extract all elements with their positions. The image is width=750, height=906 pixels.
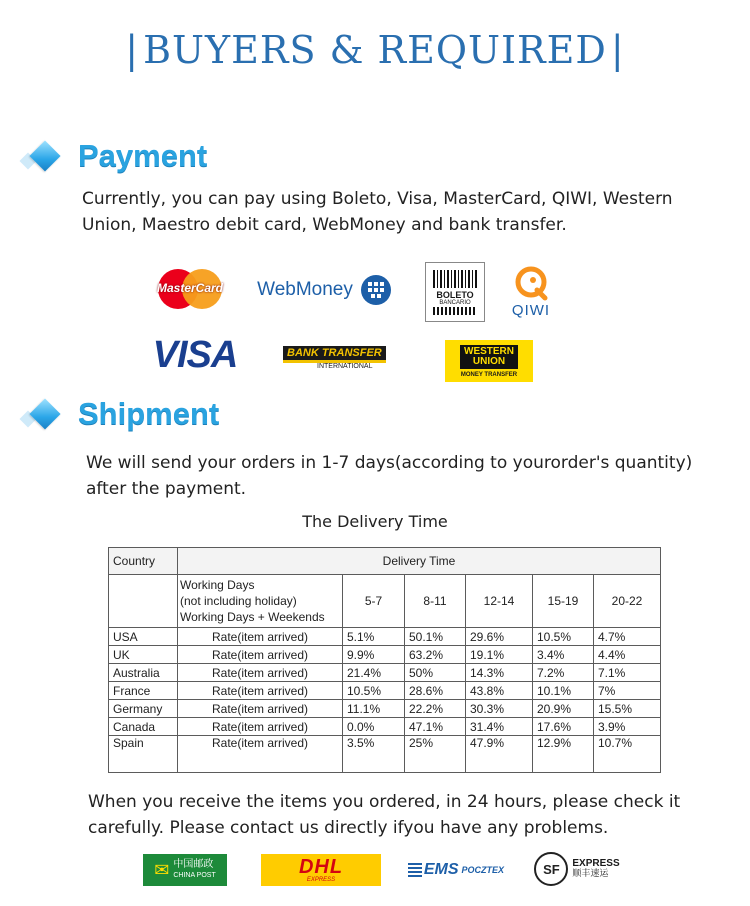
- webmoney-globe-icon: [359, 273, 393, 307]
- range-cell: 15-19: [533, 575, 594, 628]
- dhl-sublabel: EXPRESS: [306, 877, 336, 883]
- sf-circle-label: SF: [534, 852, 568, 886]
- qiwi-logo: [507, 260, 555, 322]
- country-cell: Australia: [109, 664, 178, 682]
- value-cell: 22.2%: [405, 700, 466, 718]
- value-cell: 14.3%: [466, 664, 533, 682]
- shipment-title: Shipment: [78, 396, 220, 431]
- china-post-label-en: CHINA POST: [173, 872, 216, 879]
- value-cell: 15.5%: [594, 700, 661, 718]
- barcode-icon: [433, 270, 477, 288]
- value-cell: 4.7%: [594, 628, 661, 646]
- header-delivery-time: Delivery Time: [178, 548, 661, 575]
- boleto-logo: [425, 262, 485, 322]
- china-post-label-cn: 中国邮政: [173, 859, 214, 870]
- value-cell: 3.9%: [594, 718, 661, 736]
- country-cell: Germany: [109, 700, 178, 718]
- mastercard-label: MasterCard: [156, 281, 224, 295]
- banner-text: BUYERS & REQUIRED: [143, 28, 607, 72]
- value-cell: 7.1%: [594, 664, 661, 682]
- value-cell: 50%: [405, 664, 466, 682]
- bank-transfer-logo: [283, 344, 389, 372]
- rate-label-cell: Rate(item arrived): [178, 664, 343, 682]
- qiwi-circle-icon: [511, 264, 551, 302]
- range-cell: 8-11: [405, 575, 466, 628]
- value-cell: 19.1%: [466, 646, 533, 664]
- boleto-label: BOLETO: [436, 289, 474, 300]
- western-union-label-top: WESTERN: [464, 345, 514, 357]
- rate-label-cell: Rate(item arrived): [178, 718, 343, 736]
- dhl-label: DHL: [298, 856, 344, 878]
- value-cell: 7%: [594, 682, 661, 700]
- webmoney-label: WebMoney: [257, 279, 353, 300]
- table-row: [109, 700, 661, 718]
- value-cell: 3.5%: [343, 736, 405, 773]
- value-cell: 10.7%: [594, 736, 661, 773]
- value-cell: 43.8%: [466, 682, 533, 700]
- value-cell: 30.3%: [466, 700, 533, 718]
- western-union-logo: [445, 340, 533, 382]
- value-cell: 21.4%: [343, 664, 405, 682]
- rate-label-cell: Rate(item arrived): [178, 646, 343, 664]
- bank-transfer-label: BANK TRANSFER: [283, 346, 386, 363]
- visa-logo: [143, 334, 247, 376]
- table-row: [109, 664, 661, 682]
- rate-label-cell: Rate(item arrived): [178, 736, 343, 773]
- country-cell: France: [109, 682, 178, 700]
- shipment-text-line2: after the payment.: [86, 479, 247, 499]
- value-cell: 9.9%: [343, 646, 405, 664]
- table-row: [109, 628, 661, 646]
- visa-label: VISA: [152, 333, 238, 376]
- ems-logo: [408, 856, 504, 884]
- dhl-logo: [261, 854, 381, 886]
- table-row: [109, 646, 661, 664]
- working-days-line3: Working Days + Weekends: [180, 610, 325, 624]
- delivery-table: [108, 547, 661, 773]
- value-cell: 10.5%: [533, 628, 594, 646]
- table-header-row: [109, 548, 661, 575]
- range-cell: 12-14: [466, 575, 533, 628]
- footer-text-line2: carefully. Please contact us directly ifyou have any problems.: [88, 818, 609, 838]
- boleto-sublabel: BANCARIO: [439, 299, 471, 306]
- value-cell: 3.4%: [533, 646, 594, 664]
- western-union-label-mid: UNION: [472, 355, 506, 367]
- qiwi-label: QIWI: [511, 301, 551, 319]
- banner-bar-left: |: [125, 28, 140, 72]
- working-days-line1: Working Days: [180, 578, 255, 592]
- value-cell: 17.6%: [533, 718, 594, 736]
- payment-text-line1: Currently, you can pay using Boleto, Visa, MasterCard, QIWI, Western: [82, 189, 673, 209]
- value-cell: 29.6%: [466, 628, 533, 646]
- footer-text: [88, 789, 680, 841]
- value-cell: 31.4%: [466, 718, 533, 736]
- payment-text-line2: Union, Maestro debit card, WebMoney and bank transfer.: [82, 215, 567, 235]
- shipment-heading: [30, 396, 219, 432]
- barcode-bottom-icon: [433, 307, 477, 315]
- value-cell: 0.0%: [343, 718, 405, 736]
- value-cell: 4.4%: [594, 646, 661, 664]
- table-row: [109, 736, 661, 773]
- webmoney-logo: [254, 272, 396, 308]
- table-row: [109, 682, 661, 700]
- value-cell: 7.2%: [533, 664, 594, 682]
- china-post-icon: ✉: [154, 859, 170, 881]
- country-cell: USA: [109, 628, 178, 646]
- value-cell: 47.1%: [405, 718, 466, 736]
- rate-label-cell: Rate(item arrived): [178, 700, 343, 718]
- value-cell: 25%: [405, 736, 466, 773]
- range-cell: 5-7: [343, 575, 405, 628]
- value-cell: 10.1%: [533, 682, 594, 700]
- rate-label-cell: Rate(item arrived): [178, 628, 343, 646]
- country-cell: Spain: [109, 736, 178, 773]
- ems-speed-icon: [408, 863, 422, 877]
- rate-label-cell: Rate(item arrived): [178, 682, 343, 700]
- diamond-bullet-icon: [30, 141, 60, 171]
- china-post-logo: [143, 854, 227, 886]
- sf-express-logo: [532, 852, 622, 886]
- value-cell: 11.1%: [343, 700, 405, 718]
- sf-label-cn: 顺丰速运: [572, 869, 609, 879]
- empty-cell: [109, 575, 178, 628]
- value-cell: 47.9%: [466, 736, 533, 773]
- payment-title: Payment: [78, 138, 208, 173]
- value-cell: 50.1%: [405, 628, 466, 646]
- value-cell: 12.9%: [533, 736, 594, 773]
- value-cell: 20.9%: [533, 700, 594, 718]
- shipment-text-line1: We will send your orders in 1-7 days(according to yourorder's quantity): [86, 453, 693, 473]
- country-cell: Canada: [109, 718, 178, 736]
- value-cell: 63.2%: [405, 646, 466, 664]
- working-days-line2: (not including holiday): [180, 594, 297, 608]
- table-row: [109, 718, 661, 736]
- header-country: Country: [109, 548, 178, 575]
- western-union-sublabel: MONEY TRANSFER: [460, 371, 518, 378]
- payment-heading: [30, 138, 207, 174]
- footer-text-line1: When you receive the items you ordered, in 24 hours, please check it: [88, 792, 681, 812]
- working-days-cell: [178, 575, 343, 628]
- range-cell: 20-22: [594, 575, 661, 628]
- banner-title: [0, 28, 750, 72]
- shipment-text: [86, 450, 692, 502]
- value-cell: 5.1%: [343, 628, 405, 646]
- mastercard-logo: [156, 268, 224, 310]
- sf-label-en: EXPRESS: [572, 858, 620, 869]
- delivery-time-caption: The Delivery Time: [302, 512, 448, 531]
- payment-text: [82, 186, 673, 238]
- ems-sublabel: POCZTEX: [461, 865, 504, 875]
- value-cell: 28.6%: [405, 682, 466, 700]
- table-subheader-row: [109, 575, 661, 628]
- value-cell: 10.5%: [343, 682, 405, 700]
- diamond-bullet-icon: [30, 399, 60, 429]
- bank-transfer-sublabel: INTERNATIONAL: [317, 363, 373, 370]
- banner-bar-right: |: [610, 28, 625, 72]
- country-cell: UK: [109, 646, 178, 664]
- ems-label: EMS: [423, 861, 459, 878]
